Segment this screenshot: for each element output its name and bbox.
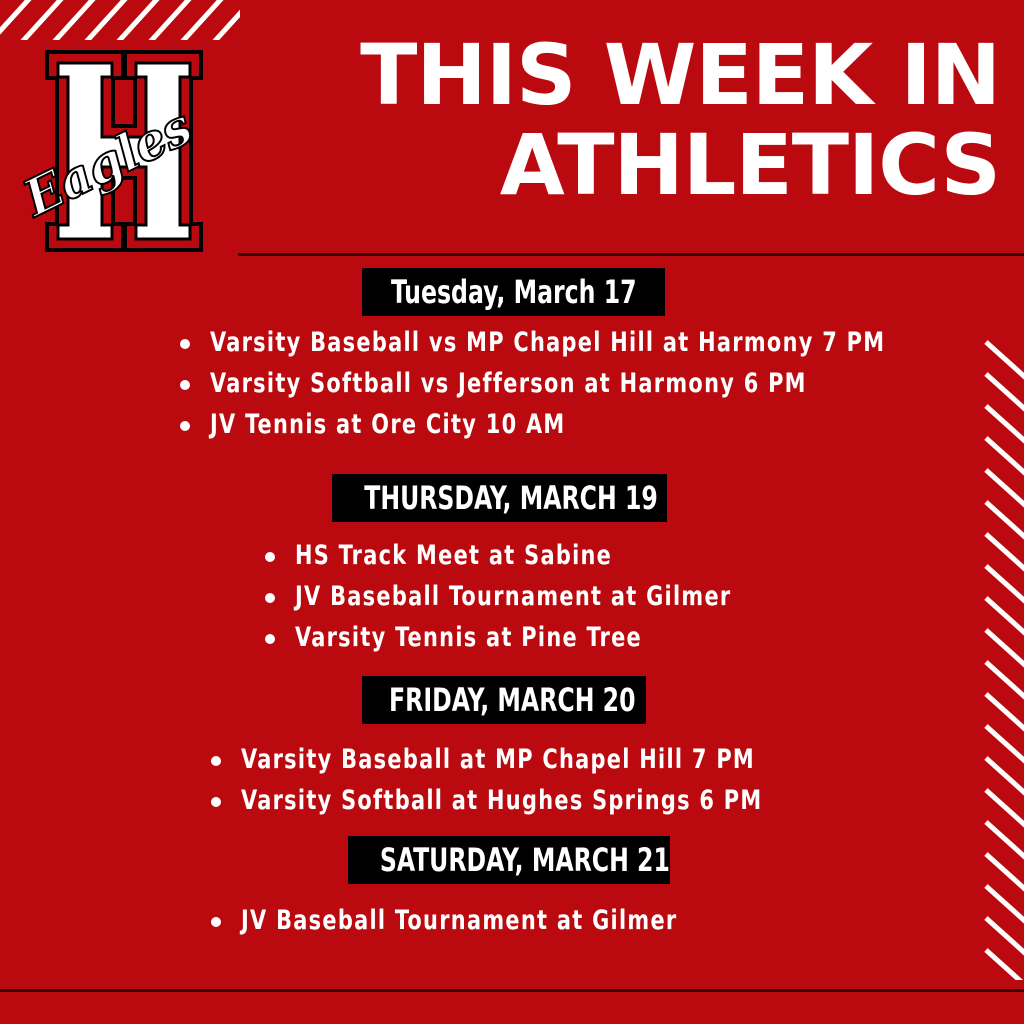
header-divider xyxy=(238,253,1024,256)
day-label-friday: FRIDAY, MARCH 20 xyxy=(362,676,646,724)
list-item: Varsity Baseball at MP Chapel Hill 7 PM xyxy=(211,739,847,780)
event-list-thursday xyxy=(265,535,803,658)
day-label-saturday: SATURDAY, MARCH 21 xyxy=(348,836,670,884)
page-title xyxy=(360,26,1000,214)
footer-divider xyxy=(0,989,1024,992)
list-item: JV Tennis at Ore City 10 AM xyxy=(180,404,995,445)
eagles-h-logo xyxy=(0,45,270,260)
logo-script-word: Eagles xyxy=(14,96,201,229)
list-item: Varsity Baseball vs MP Chapel Hill at Harmony 7 PM xyxy=(180,322,995,363)
event-list-saturday xyxy=(211,900,749,941)
list-item: Varsity Tennis at Pine Tree xyxy=(265,617,803,658)
top-left-stripes xyxy=(0,0,240,40)
list-item: HS Track Meet at Sabine xyxy=(265,535,803,576)
event-list-tuesday xyxy=(180,322,995,445)
list-item: JV Baseball Tournament at Gilmer xyxy=(211,900,749,941)
title-line-1: THIS WEEK IN xyxy=(360,26,1000,124)
day-label-tuesday: Tuesday, March 17 xyxy=(362,268,665,316)
event-list-friday xyxy=(211,739,847,821)
day-label-thursday: THURSDAY, MARCH 19 xyxy=(332,474,667,522)
title-line-2: ATHLETICS xyxy=(499,116,1000,214)
list-item: JV Baseball Tournament at Gilmer xyxy=(265,576,803,617)
list-item: Varsity Softball at Hughes Springs 6 PM xyxy=(211,780,847,821)
list-item: Varsity Softball vs Jefferson at Harmony 6 PM xyxy=(180,363,995,404)
